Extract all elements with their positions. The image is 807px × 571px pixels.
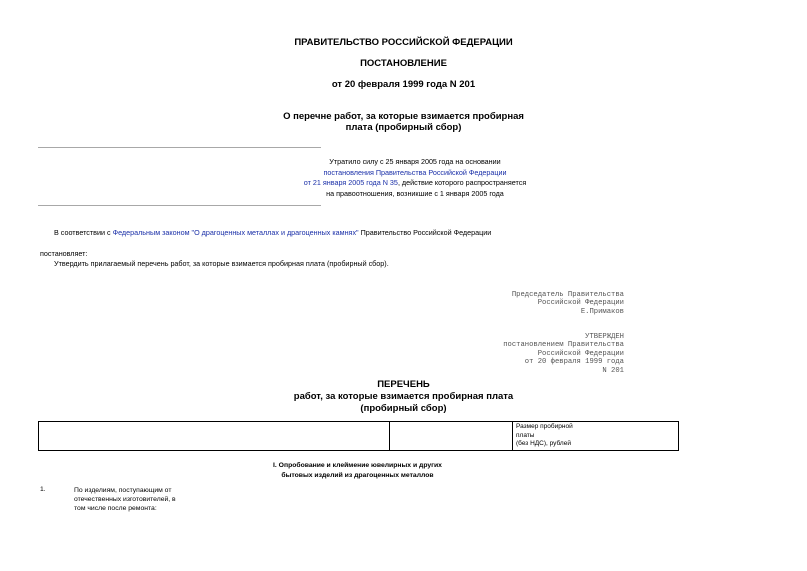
- approval-line4: от 20 февраля 1999 года: [524, 358, 624, 367]
- status-note-line3: [250, 178, 580, 189]
- document-title-line2: плата (пробирный сбор): [345, 122, 462, 133]
- status-note-line1: Утратило силу с 25 января 2005 года на основании: [329, 157, 501, 166]
- signature-line1: Председатель Правительства: [511, 291, 624, 299]
- table-header-cell-2: [390, 422, 513, 451]
- section-heading-line1: I. Опробование и клеймение ювелирных и других: [273, 462, 442, 469]
- signature-name: Е.Примаков: [580, 307, 624, 316]
- approval-line2: постановлением Правительства: [503, 341, 624, 350]
- item-text-line2: отечественных изготовителей, в: [74, 496, 176, 503]
- item-number: 1.: [40, 486, 46, 493]
- list-title: [0, 379, 807, 415]
- status-note-decree-link[interactable]: постановления Правительства Российской Федерации: [323, 167, 507, 177]
- government-heading: ПРАВИТЕЛЬСТВО РОССИЙСКОЙ ФЕДЕРАЦИИ: [294, 37, 513, 48]
- status-note-line4: на правоотношения, возникшие с 1 января 2005 года: [326, 188, 504, 198]
- preamble-end: Правительство Российской Федерации: [358, 228, 492, 237]
- approval-block: [420, 333, 624, 375]
- table-header-cell-fee: [513, 422, 679, 451]
- status-note: [250, 157, 580, 199]
- approval-line1: УТВЕРЖДЕН: [585, 333, 624, 341]
- resolution-paragraph: Утвердить прилагаемый перечень работ, за которые взимается пробирная плата (пробирный сбор).: [54, 259, 389, 268]
- preamble-paragraph: [54, 228, 491, 239]
- signature-line2: Российской Федерации: [537, 299, 624, 308]
- divider-top: [38, 147, 321, 148]
- divider-bottom: [38, 205, 321, 206]
- document-date-number: от 20 февраля 1999 года N 201: [331, 79, 476, 90]
- fee-header-line3: (без НДС), рублей: [516, 440, 571, 447]
- section-heading-line2: бытовых изделий из драгоценных металлов: [281, 471, 434, 479]
- fee-table-header: [38, 421, 679, 451]
- decides-label: постановляет:: [40, 249, 88, 258]
- document-title-line1: О перечне работ, за которые взимается пробирная: [283, 111, 524, 122]
- list-title-line1: ПЕРЕЧЕНЬ: [377, 379, 430, 390]
- document-type: ПОСТАНОВЛЕНИЕ: [360, 58, 447, 69]
- list-title-line3: (пробирный сбор): [360, 403, 447, 414]
- status-note-line3-rest: , действие которого распространяется: [397, 178, 527, 187]
- section-heading: [200, 461, 515, 480]
- fee-header-line1: Размер пробирной: [516, 423, 573, 430]
- table-header-cell-1: [39, 422, 390, 451]
- approval-line3: Российской Федерации: [537, 349, 624, 358]
- preamble-start: В соответствии с: [54, 228, 113, 237]
- status-note-date-link[interactable]: от 21 января 2005 года N 35: [303, 178, 398, 187]
- fee-header-line2: платы: [516, 431, 535, 439]
- item-text: [74, 486, 176, 513]
- signature-block: [420, 291, 624, 316]
- list-title-line2: работ, за которые взимается пробирная плата: [293, 391, 514, 402]
- approval-line5: N 201: [602, 366, 624, 375]
- item-text-line3: том числе после ремонта:: [74, 505, 157, 512]
- item-text-line1: По изделиям, поступающим от: [74, 487, 172, 494]
- federal-law-link[interactable]: Федеральным законом "О драгоценных металлах и драгоценных камнях": [112, 228, 359, 237]
